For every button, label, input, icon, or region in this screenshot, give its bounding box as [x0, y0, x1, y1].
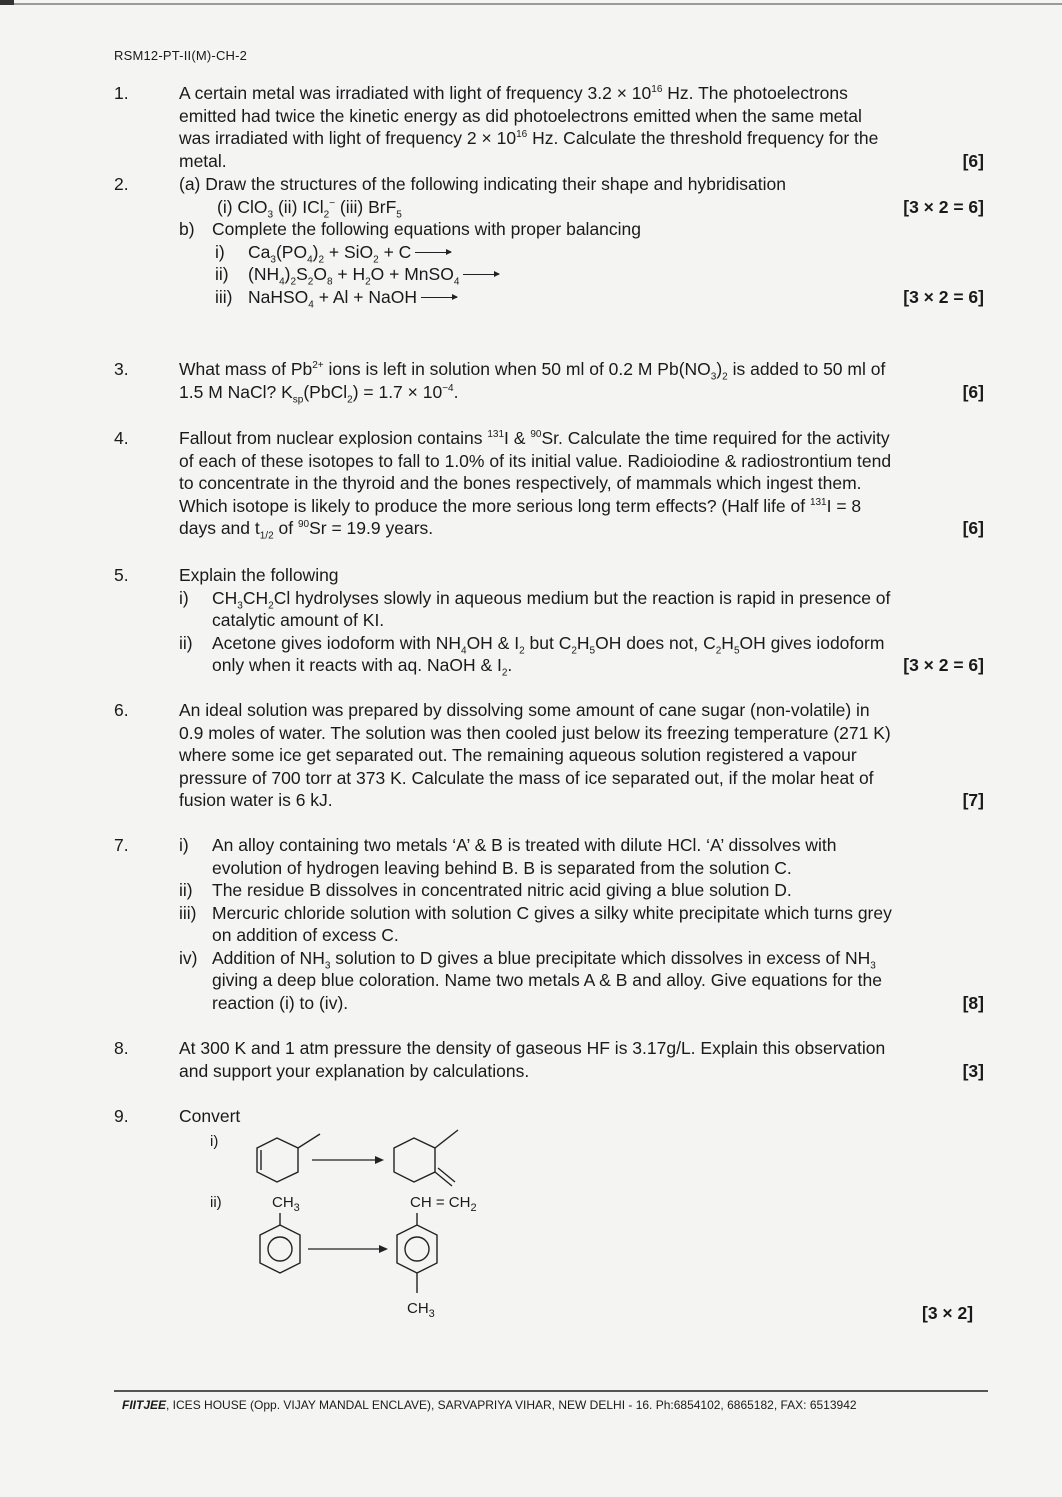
q2b-item-2: ii) $(NH_4)_2S_2O_8 + H_2O$ + MnSO$_4$: [179, 263, 984, 286]
reaction-arrow: [421, 297, 457, 298]
q5-title: Explain the following: [179, 565, 339, 585]
top-corner-mark: [0, 0, 14, 5]
question-number: 5.: [114, 565, 129, 585]
q7-item-1: i) An alloy containing two metals ‘A’ & B is treated with dilute HCl. ‘A’ dissolves with evolution of hydrogen leaving behind B. B is separated from the solution C.: [179, 835, 837, 878]
methylcyclohexene-structure: [257, 1134, 320, 1182]
question-number: 2.: [114, 174, 129, 194]
question-8: [114, 1037, 984, 1082]
vinyl-group: CH = $CH_2$: [410, 1194, 477, 1214]
q4-line-1: Fallout from nuclear explosion contains $^{131}$I & $^{90}$Sr. Calculate the time required for the activity: [179, 428, 890, 448]
brand-logo: FIITJEE: [122, 1398, 167, 1412]
q9-title: Convert: [179, 1106, 241, 1126]
question-3: [114, 358, 984, 403]
paper-code: RSM12-PT-II(M)-CH-2: [114, 48, 248, 63]
q2a-label: (a) Draw the structures of the following indicating their shape and hybridisation: [179, 174, 786, 194]
q6-line-5: fusion water is 6 kJ.: [179, 790, 333, 810]
q4-line-5: days and $t_{1/2}$ of $^{90}$Sr = 19.9 years.: [179, 518, 434, 542]
reaction-arrow-ii: [308, 1245, 388, 1253]
marks: [6]: [962, 381, 984, 402]
marks: [7]: [962, 790, 984, 810]
marks: [3 × 2 = 6]: [903, 196, 984, 217]
reaction-arrow-i: [312, 1156, 384, 1164]
q5-item-2: ii) Acetone gives iodoform with $NH_4OH$ & $I_2$ but $C_2H_5OH$ does not, $C_2H_5OH$ gives iodoform only when it reacts with aq. NaOH & $I_2$. [3 × 2 = 6]: [179, 632, 984, 679]
q8-line-2: and support your explanation by calculations.: [179, 1060, 530, 1081]
footer-address: , ICES HOUSE (Opp. VIJAY MANDAL ENCLAVE), SARVAPRIYA VIHAR, NEW DELHI - 16. Ph:6854102, 6865182, FAX: 6513942: [166, 1398, 857, 1412]
marks: [3]: [962, 1060, 984, 1081]
q8-line-1: At 300 K and 1 atm pressure the density of gaseous HF is 3.17g/L. Explain this observation: [179, 1038, 886, 1058]
marks: [3 × 2 = 6]: [903, 655, 984, 675]
toluene-structure: [260, 1213, 300, 1273]
q6-line-3: where some ice get separated out. The remaining aqueous solution registered a vapour: [179, 745, 857, 765]
q9-label-i: i): [210, 1133, 219, 1150]
q4-line-2: of each of these isotopes to fall to 1.0% of its initial value. Radioiodine & radiostrontium tend: [179, 450, 892, 471]
top-rule: [0, 3, 1062, 5]
q7-item-4: iv) Addition of $NH_3$ solution to D gives a blue precipitate which dissolves in excess of $NH_3$ giving a deep blue coloration. Name two metals A & B and alloy. Give equations for the reaction (i) to (iv). [8]: [179, 947, 984, 1013]
q4-line-3: to concentrate in the thyroid and the bones respectively, of mammals which ingest them.: [179, 473, 862, 493]
question-1: [114, 82, 984, 172]
question-2: [114, 173, 984, 308]
question-7: [114, 834, 984, 1014]
q3-line-1: What mass of $Pb^{2+}$ ions is left in solution when 50 ml of 0.2 M $Pb(NO_3)_2$ is added to 50 ml of: [179, 359, 886, 383]
methylstyrene-structure: [397, 1213, 437, 1293]
marks: [6]: [962, 150, 984, 171]
question-number: 6.: [114, 700, 129, 720]
question-number: 1.: [114, 83, 129, 103]
footer-rule: [114, 1390, 988, 1392]
q2a-items: (i) ClO$_3$ (ii) ICl$_2$− (iii) BrF$_5$: [217, 196, 402, 220]
q2b-item-1: i) $Ca_3(PO_4)_2 + SiO_2 + C$: [179, 241, 984, 264]
q6-line-1: An ideal solution was prepared by dissolving some amount of cane sugar (non-volatile) in: [179, 700, 870, 720]
q7-item-2: ii) The residue B dissolves in concentrated nitric acid giving a blue solution D.: [179, 880, 792, 900]
q1-line-1: A certain metal was irradiated with light of frequency $3.2 \times 10^{16}$ Hz. The photoelectrons: [179, 83, 848, 103]
conversion-diagram: [200, 1110, 520, 1330]
question-6: [114, 699, 984, 812]
q1-line-4: metal.: [179, 150, 227, 171]
q6-line-2: 0.9 moles of water. The solution was then cooled just below its freezing temperature (271 K): [179, 722, 891, 743]
question-number: 7.: [114, 835, 129, 855]
reaction-arrow: [415, 252, 451, 253]
q7-item-3: iii) Mercuric chloride solution with solution C gives a silky white precipitate which turns grey on addition of excess C.: [179, 902, 892, 945]
footer: [122, 1398, 857, 1412]
methylenecyclohexane-structure: [394, 1130, 458, 1186]
marks: [6]: [962, 518, 984, 538]
question-number: 4.: [114, 428, 129, 448]
marks: [8]: [962, 992, 984, 1013]
marks: [3 × 2]: [922, 1303, 974, 1323]
question-5: [114, 564, 984, 677]
q2b-text: Complete the following equations with proper balancing: [212, 219, 642, 239]
q2b-item-3: iii) NaHSO$_4$ + Al + NaOH [3 × 2 = 6]: [215, 286, 984, 310]
q3-line-2: 1.5 M NaCl? $K_{sp}(PbCl_2) = 1.7 \times 10^{-4}$.: [179, 381, 459, 405]
question-number: 3.: [114, 359, 129, 379]
q6-line-4: pressure of 700 torr at 373 K. Calculate the mass of ice separated out, if the molar heat of: [179, 767, 874, 788]
marks: [3 × 2 = 6]: [903, 286, 984, 307]
question-4: [114, 427, 984, 540]
ch3-top-left: $CH_3$: [272, 1194, 300, 1214]
reaction-arrow: [463, 274, 499, 275]
ch3-bottom: $CH_3$: [407, 1300, 435, 1320]
q2b-label: b): [179, 219, 195, 239]
q9-label-ii: ii): [210, 1194, 222, 1211]
question-number: 8.: [114, 1038, 129, 1058]
q1-line-2: emitted had twice the kinetic energy as did photoelectrons emitted when the same metal: [179, 105, 862, 126]
q4-line-4: Which isotope is likely to produce the more serious long term effects? (Half life of $^{131}$I = 8: [179, 495, 862, 516]
q1-line-3: was irradiated with light of frequency $2 \times 10^{16}$ Hz. Calculate the threshold frequency for the: [179, 128, 879, 148]
question-number: 9.: [114, 1106, 129, 1126]
q5-item-1: i) $CH_3CH_2Cl$ hydrolyses slowly in aqueous medium but the reaction is rapid in presence of catalytic amount of KI.: [179, 587, 891, 630]
